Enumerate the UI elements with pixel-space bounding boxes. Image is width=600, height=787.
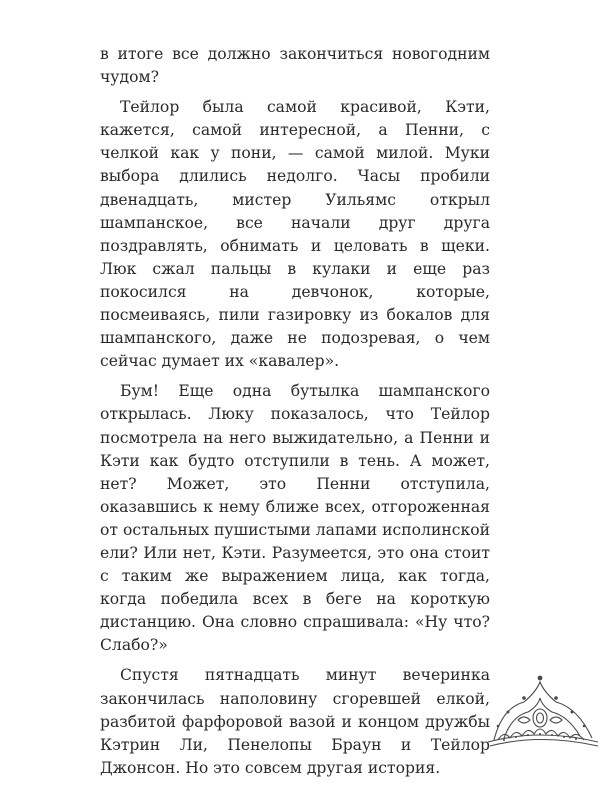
page-text — [100, 43, 490, 787]
paragraph-4: Спустя пятнадцать минут вечеринка закончилась наполовину сгоревшей елкой, разбитой фарфоровой вазой и концом дружбы Кэтрин Ли, Пенелопы Браун и Тейлор Джонсон. Но это совсем другая история. — [100, 666, 490, 777]
paragraph-2: Тейлор была самой красивой, Кэти, кажется, самой интересной, а Пенни, с челкой как у пони, — самой милой. Муки выбора длились недолго. Часы пробили двенадцать, мистер Уильямс открыл шампанское, все начали друг друга поздравлять, обнимать и целовать в щеки. Люк сжал пальцы в кулаки и еще раз покосился на девчонок, которые, посмеиваясь, пили газировку из бокалов для шампанского, даже не подозревая, о чем сейчас думает их «кавалер». — [100, 98, 490, 371]
paragraph-1: в итоге все должно закончиться новогодним чудом? — [100, 45, 490, 87]
tiara-icon — [480, 668, 600, 750]
paragraph-3: Бум! Еще одна бутылка шампанского открылась. Люку показалось, что Тейлор посмотрела на него выжидательно, а Пенни и Кэти как будто отступили в тень. А может, нет? Может, это Пенни отступила, оказавшись к нему ближе всех, отгороженная от остальных пушистыми лапами исполинской ели? Или нет, Кэти. Разумеется, это она стоит с таким же выражением лица, как тогда, когда победила всех в беге на короткую дистанцию. Она словно спрашивала: «Ну что? Слабо?» — [100, 382, 490, 655]
